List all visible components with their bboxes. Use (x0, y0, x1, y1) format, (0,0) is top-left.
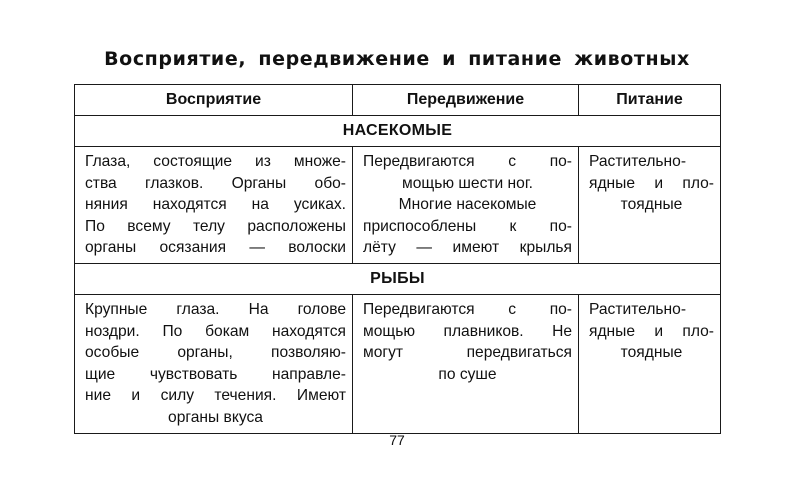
text-line: тоядные (620, 344, 683, 362)
text-line: Глаза, состоящие из множе- (85, 153, 346, 170)
text-line: ядные и пло- (589, 322, 714, 340)
cell-insects-perception (75, 147, 353, 264)
text-line: Растительно- (589, 300, 687, 318)
group-title-insects: НАСЕКОМЫЕ (75, 116, 721, 147)
text-line: органы осязания — волоски (85, 239, 346, 257)
text-line: мощью плавников. Не (363, 322, 572, 340)
text-line: ноздри. По бокам находятся (85, 322, 346, 340)
cell-insects-movement (353, 147, 579, 264)
text-line: приспособлены к по- (363, 217, 572, 235)
text-line: Передвигаются с по- (363, 300, 572, 318)
group-row-fish (75, 263, 721, 294)
header-nutrition: Питание (579, 85, 721, 116)
text-line: няния находятся на усиках. (85, 196, 346, 214)
table-header-row (75, 85, 721, 116)
text-line: могут передвигаться (363, 344, 572, 362)
animals-table (74, 84, 721, 434)
header-movement: Передвижение (353, 85, 579, 116)
group-title-fish: РЫБЫ (75, 263, 721, 294)
group-row-insects (75, 116, 721, 147)
page-title: Восприятие, передвижение и питание животных (104, 48, 690, 70)
text-line: щие чувствовать направле- (85, 365, 346, 383)
text-line: Многие насекомые (398, 196, 537, 214)
text-line: Передвигаются с по- (363, 153, 572, 170)
header-perception: Восприятие (75, 85, 353, 116)
text-line: Растительно- (589, 153, 687, 170)
text-line: органы вкуса (168, 408, 263, 426)
cell-fish-perception (75, 294, 353, 433)
text-line: особые органы, позволяю- (85, 344, 346, 362)
text-line: ние и силу течения. Имеют (85, 387, 346, 405)
cell-insects-nutrition (579, 147, 721, 264)
table-row (75, 147, 721, 264)
text-line: Крупные глаза. На голове (85, 300, 346, 318)
page-number: 77 (389, 432, 405, 448)
cell-fish-nutrition (579, 294, 721, 433)
text-line: мощью шести ног. (402, 174, 533, 192)
text-line: По всему телу расположены (85, 217, 346, 235)
cell-fish-movement (353, 294, 579, 433)
text-line: тоядные (620, 196, 683, 214)
text-line: лёту — имеют крылья (363, 239, 572, 257)
table-row (75, 294, 721, 433)
text-line: по суше (438, 365, 497, 383)
text-line: ядные и пло- (589, 174, 714, 192)
text-line: ства глазков. Органы обо- (85, 174, 346, 192)
